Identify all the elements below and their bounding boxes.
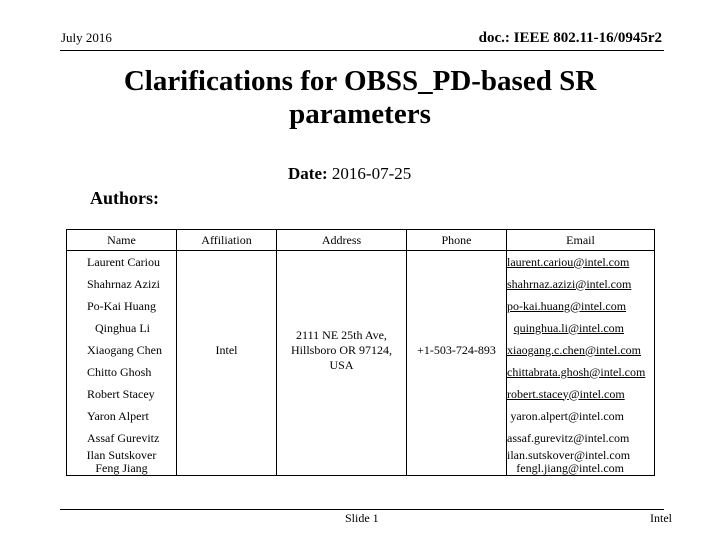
address-line-3: USA bbox=[329, 357, 354, 372]
author-email[interactable]: laurent.cariou@intel.com bbox=[507, 251, 655, 274]
phone-cell: +1-503-724-893 bbox=[407, 251, 507, 450]
address-line-1: 2111 NE 25th Ave, bbox=[296, 327, 387, 342]
title-line-2: parameters bbox=[289, 98, 431, 130]
author-email[interactable]: ilan.sutskover@intel.com bbox=[507, 448, 631, 462]
date-value: 2016-07-25 bbox=[331, 164, 412, 183]
address-cell bbox=[277, 251, 407, 450]
author-name: Robert Stacey bbox=[67, 383, 177, 405]
author-email[interactable]: fengl.jiang@intel.com bbox=[516, 461, 624, 475]
author-name: Ilan Sutskover bbox=[86, 448, 157, 462]
slide-title bbox=[80, 65, 640, 131]
empty-address-cell bbox=[277, 449, 407, 476]
author-email[interactable]: shahrnaz.azizi@intel.com bbox=[507, 273, 655, 295]
author-email[interactable]: po-kai.huang@intel.com bbox=[507, 295, 655, 317]
header-affiliation: Affiliation bbox=[177, 230, 277, 251]
empty-phone-cell bbox=[407, 449, 507, 476]
footer-org: Intel bbox=[650, 511, 672, 525]
title-line-1: Clarifications for OBSS_PD-based SR bbox=[123, 65, 597, 97]
table-header-row bbox=[67, 230, 655, 251]
address-line-2: Hillsboro OR 97124, bbox=[290, 342, 392, 357]
header-phone: Phone bbox=[407, 230, 507, 251]
author-name: Assaf Gurevitz bbox=[67, 427, 177, 449]
author-name: Po-Kai Huang bbox=[67, 295, 177, 317]
author-name-pair bbox=[67, 449, 177, 476]
authors-table bbox=[66, 229, 655, 476]
empty-affiliation-cell bbox=[177, 449, 277, 476]
author-name: Feng Jiang bbox=[95, 461, 148, 475]
author-name: Chitto Ghosh bbox=[67, 361, 177, 383]
header-date: July 2016 bbox=[61, 30, 112, 45]
author-name: Shahrnaz Azizi bbox=[67, 273, 177, 295]
footer-divider bbox=[60, 509, 664, 510]
date-label: Date: bbox=[288, 164, 328, 183]
author-name: Qinghua Li bbox=[67, 317, 177, 339]
author-email[interactable]: chittabrata.ghosh@intel.com bbox=[507, 361, 655, 383]
header-name: Name bbox=[67, 230, 177, 251]
table-row bbox=[67, 251, 655, 274]
author-name: Xiaogang Chen bbox=[67, 339, 177, 361]
slide-number: Slide 1 bbox=[345, 511, 379, 525]
header-address: Address bbox=[277, 230, 407, 251]
author-email[interactable]: assaf.gurevitz@intel.com bbox=[507, 427, 655, 449]
author-email[interactable]: robert.stacey@intel.com bbox=[507, 383, 655, 405]
author-name: Yaron Alpert bbox=[67, 405, 177, 427]
header-doc-id: doc.: IEEE 802.11-16/0945r2 bbox=[478, 30, 662, 46]
date-line bbox=[288, 164, 411, 184]
affiliation-cell: Intel bbox=[177, 251, 277, 450]
header-divider bbox=[60, 50, 664, 51]
authors-heading: Authors: bbox=[90, 188, 160, 208]
author-name: Laurent Cariou bbox=[67, 251, 177, 274]
author-email-pair bbox=[507, 449, 655, 476]
author-email[interactable]: quinghua.li@intel.com bbox=[507, 317, 655, 339]
author-email[interactable]: xiaogang.c.chen@intel.com bbox=[507, 339, 655, 361]
header-email: Email bbox=[507, 230, 655, 251]
table-row bbox=[67, 449, 655, 476]
author-email[interactable]: yaron.alpert@intel.com bbox=[507, 405, 655, 427]
